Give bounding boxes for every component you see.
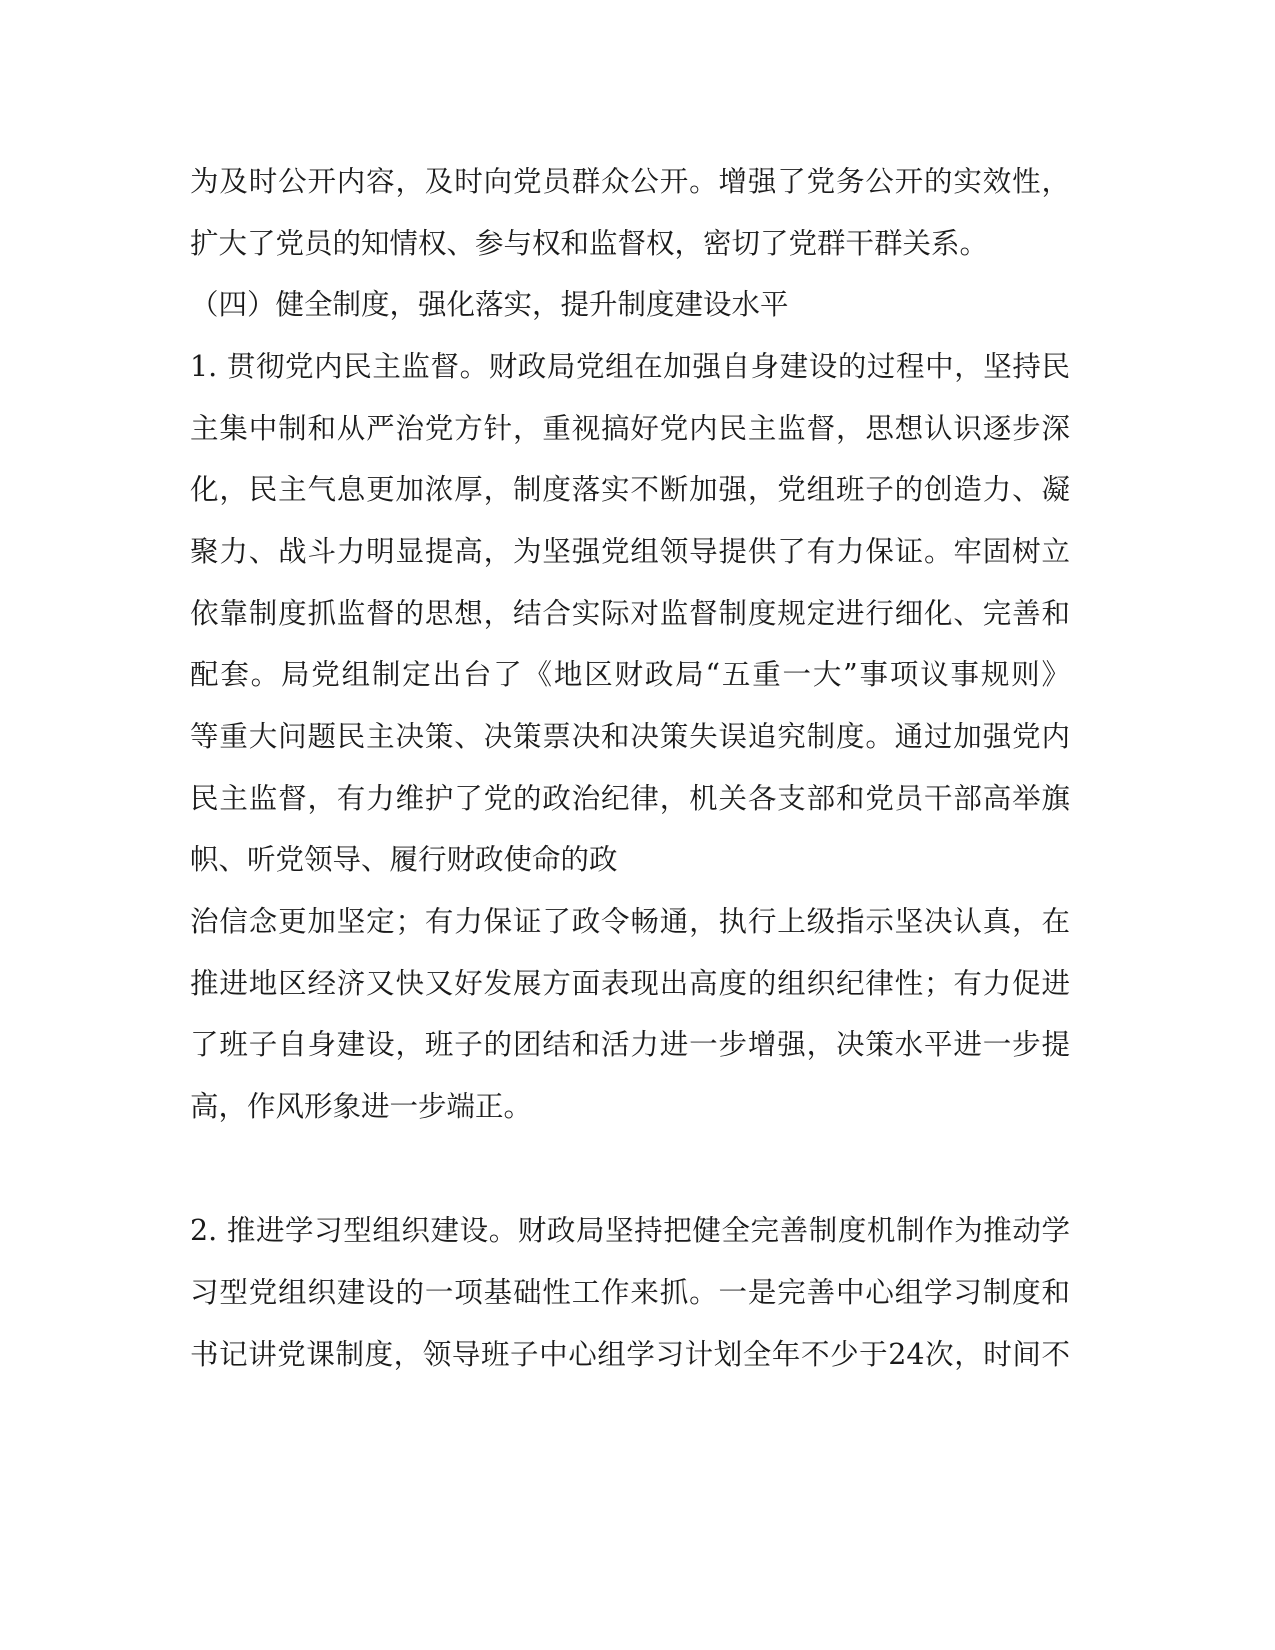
text-line: 为及时公开内容，及时向党员群众公开。增强了党务公开的实效性， (190, 165, 1070, 198)
text-line: 扩大了党员的知情权、参与权和监督权，密切了党群干群关系。 (190, 227, 989, 260)
text-line: 高，作风形象进一步端正。 (190, 1090, 533, 1123)
text-line: 治信念更加坚定；有力保证了政令畅通，执行上级指示坚决认真，在 (190, 905, 1070, 938)
text-line: 民主监督，有力维护了党的政治纪律，机关各支部和党员干部高举旗 (190, 782, 1070, 815)
text-line: 主集中制和从严治党方针，重视搞好党内民主监督，思想认识逐步深 (190, 412, 1070, 445)
text-line: 化，民主气息更加浓厚，制度落实不断加强，党组班子的创造力、凝 (190, 473, 1070, 506)
text-line: 帜、听党领导、履行财政使命的政 (190, 843, 618, 876)
text-line: 依靠制度抓监督的思想，结合实际对监督制度规定进行细化、完善和 (190, 597, 1070, 630)
text-line: 1. 贯彻党内民主监督。财政局党组在加强自身建设的过程中，坚持民 (190, 350, 1070, 383)
text-line: 习型党组织建设的一项基础性工作来抓。一是完善中心组学习制度和 (190, 1276, 1070, 1309)
text-line: 了班子自身建设，班子的团结和活力进一步增强，决策水平进一步提 (190, 1028, 1070, 1061)
text-line: 聚力、战斗力明显提高，为坚强党组领导提供了有力保证。牢固树立 (190, 535, 1070, 568)
section-heading: （四）健全制度，强化落实，提升制度建设水平 (190, 288, 789, 321)
text-line: 配套。局党组制定出台了《地区财政局“五重一大”事项议事规则》 (190, 658, 1070, 691)
text-line: 等重大问题民主决策、决策票决和决策失误追究制度。通过加强党内 (190, 720, 1070, 753)
text-line: 书记讲党课制度，领导班子中心组学习计划全年不少于24次，时间不 (190, 1338, 1070, 1371)
text-line: 2. 推进学习型组织建设。财政局坚持把健全完善制度机制作为推动学 (190, 1214, 1070, 1247)
text-line: 推进地区经济又快又好发展方面表现出高度的组织纪律性；有力促进 (190, 967, 1070, 1000)
